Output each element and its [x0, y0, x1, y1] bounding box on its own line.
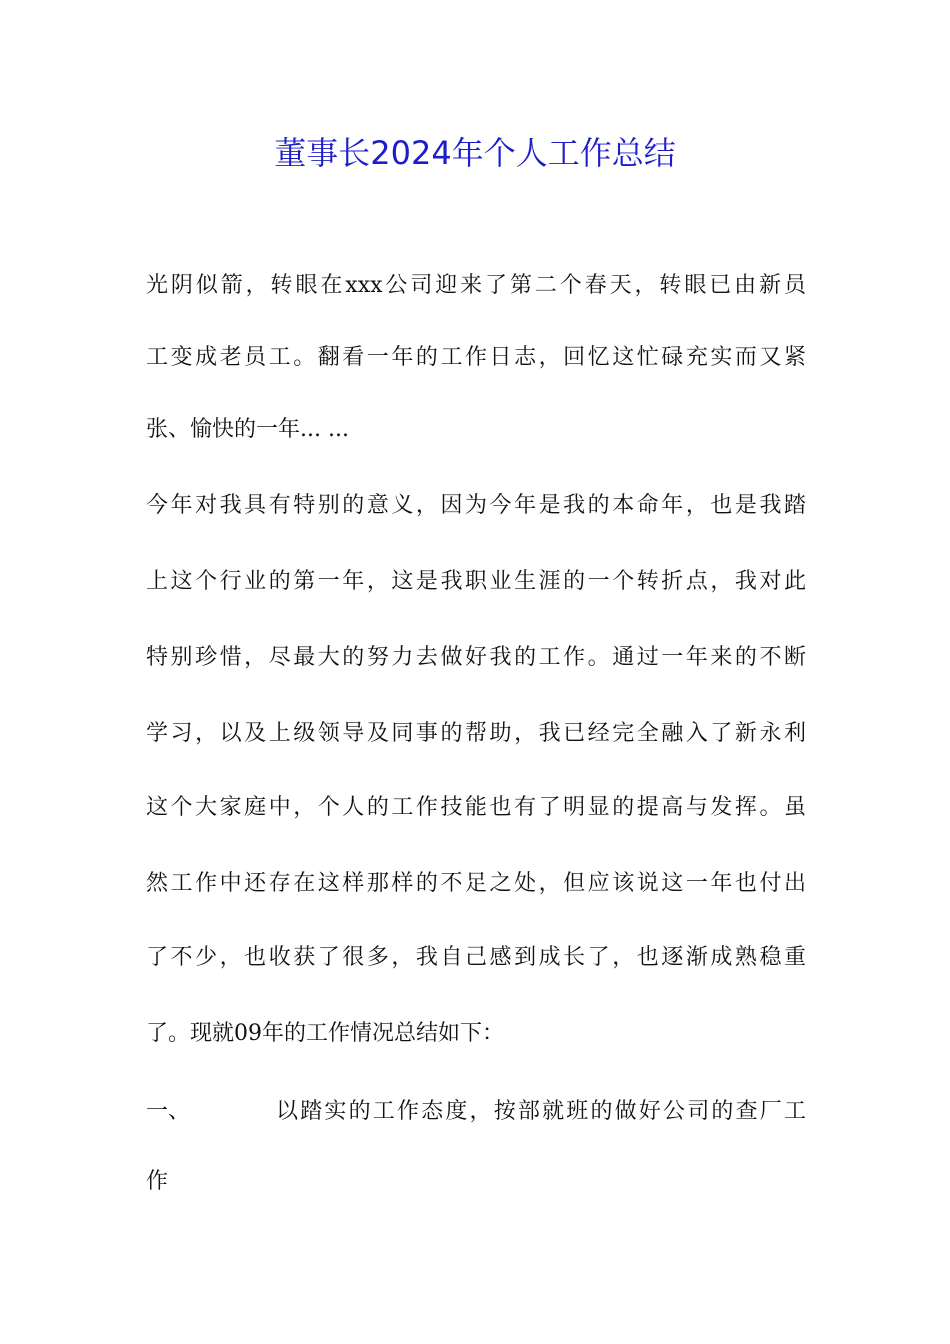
paragraph-2-line-5: 这个大家庭中，个人的工作技能也有了明显的提高与发挥。虽	[146, 795, 806, 820]
paragraph-2-line-4: 学习，以及上级领导及同事的帮助，我已经完全融入了新永利	[146, 721, 806, 746]
document-title: 董事长2024年个人工作总结	[274, 134, 676, 172]
paragraph-2-line-8: 了。现就09年的工作情况总结如下：	[146, 1021, 504, 1046]
paragraph-1-line-2: 工变成老员工。翻看一年的工作日志，回忆这忙碌充实而又紧	[146, 345, 806, 370]
paragraph-2-line-2: 上这个行业的第一年，这是我职业生涯的一个转折点，我对此	[146, 569, 806, 594]
paragraph-2-line-3: 特别珍惜，尽最大的努力去做好我的工作。通过一年来的不断	[146, 645, 806, 670]
paragraph-2-line-7: 了不少，也收获了很多，我自己感到成长了，也逐渐成熟稳重	[146, 945, 806, 970]
section-1-title-line-1: 以踏实的工作态度，按部就班的做好公司的查厂工	[276, 1099, 806, 1124]
paragraph-2-line-6: 然工作中还存在这样那样的不足之处，但应该说这一年也付出	[146, 871, 806, 896]
section-1-title-line-2: 作	[146, 1169, 169, 1194]
paragraph-2-line-1: 今年对我具有特别的意义，因为今年是我的本命年，也是我踏	[146, 493, 806, 518]
section-1-number: 一、	[146, 1099, 191, 1124]
paragraph-1-line-3: 张、愉快的一年... ...	[146, 417, 349, 442]
paragraph-1-line-1: 光阴似箭，转眼在xxx公司迎来了第二个春天，转眼已由新员	[146, 273, 806, 298]
